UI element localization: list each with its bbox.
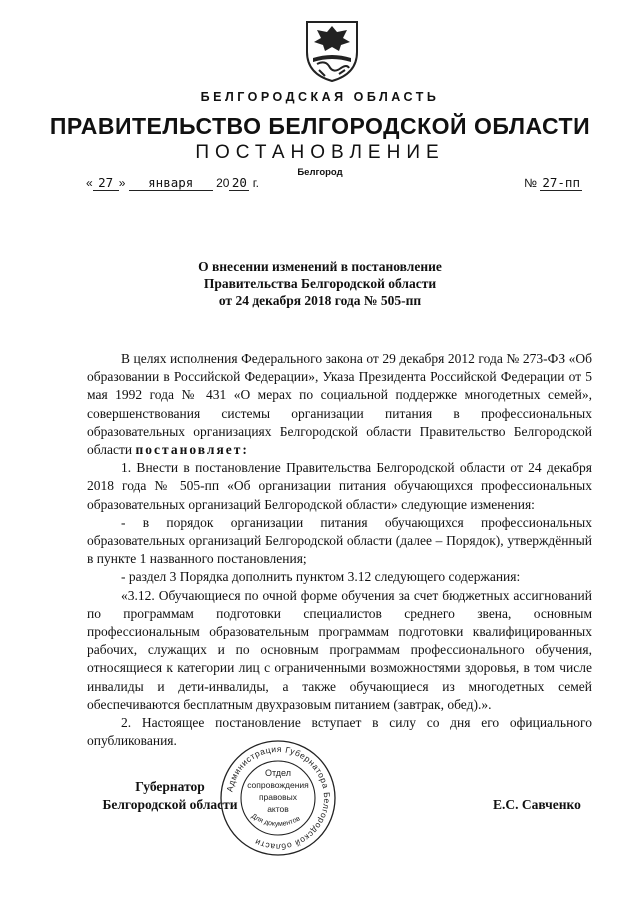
document-type-heading: ПОСТАНОВЛЕНИЕ — [195, 142, 445, 163]
date-close-quote: » — [118, 176, 126, 190]
date-year-prefix: 20 — [216, 176, 230, 190]
stamp-line-1: Отдел — [264, 768, 292, 778]
city-label: Белгород — [297, 167, 343, 178]
stamp-bottom-text: Для документов — [249, 812, 302, 829]
body-paragraph: - раздел 3 Порядка дополнить пунктом 3.12 следующего содержания: — [121, 569, 521, 585]
body-paragraph: «3.12. Обучающиеся по очной форме обучения за счет бюджетных ассигнований по программам подготовки специалистов среднего звена, основным профессиональным образовательным программам подготовки квалифицированных рабочих, служащих и по основным программам профессионального обучения, относящиеся к категории лиц с ограниченными возможностями здоровья, в том числе инвалиды и дети-инвалиды, а также обучающиеся из многодетных семей обеспечиваются бесплатным двухразовым питанием (завтрак, обед).». — [87, 587, 592, 712]
signatory-region: Белгородской области — [102, 797, 238, 812]
decree-keyword: постановляет: — [135, 442, 249, 458]
date-open-quote: « — [86, 176, 93, 190]
title-line-2: Правительства Белгородской области — [203, 276, 437, 291]
stamp-line-3: правовых — [258, 792, 298, 802]
document-body — [87, 350, 592, 750]
body-paragraph — [87, 350, 592, 459]
body-paragraph: 2. Настоящее постановление вступает в силу со дня его официального опубликования. — [87, 715, 592, 749]
official-stamp — [218, 738, 338, 858]
document-number — [524, 175, 582, 190]
date-month: января — [129, 175, 213, 191]
government-heading: ПРАВИТЕЛЬСТВО БЕЛГОРОДСКОЙ ОБЛАСТИ — [49, 113, 591, 139]
stamp-ring-text: Администрация Губернатора Белгородской области — [224, 743, 333, 853]
stamp-line-4: актов — [267, 804, 289, 814]
document-title — [0, 258, 640, 309]
preamble-text: В целях исполнения Федерального закона от 29 декабря 2012 года № 273-ФЗ «Об образовании в Российской Федерации», Указа Президента Российской Федерации от 5 мая 1992 года № 431 «О мерах по социальной поддержке многодетных семей», совершенствования системы организации питания в профессиональных образовательных организациях Белгородской области Правительство Белгородской области — [87, 351, 592, 458]
date-year-suffix: 20 — [229, 175, 249, 191]
body-paragraph: 1. Внести в постановление Правительства Белгородской области от 24 декабря 2018 года № 505-пп «Об организации питания обучающихся профессиональных образовательных организаций Белгородской области» следующие изменения: — [87, 460, 592, 512]
date-year-abbrev: г. — [252, 176, 260, 190]
signatory-name: Е.С. Савченко — [493, 797, 581, 812]
stamp-line-2: сопровождения — [247, 780, 309, 790]
number-value: 27-пп — [542, 175, 580, 190]
signatory-title: Губернатор — [135, 779, 205, 794]
number-prefix: № — [524, 176, 538, 190]
body-paragraph: - в порядок организации питания обучающихся профессиональных образовательных организаций Белгородской области (далее – Порядок), утверждённый в пункте 1 названного постановления; — [87, 514, 592, 567]
title-line-3: от 24 декабря 2018 года № 505-пп — [218, 293, 422, 308]
coat-of-arms-emblem — [303, 18, 361, 84]
region-heading: БЕЛГОРОДСКАЯ ОБЛАСТЬ — [200, 90, 440, 104]
title-line-1: О внесении изменений в постановление — [198, 259, 442, 274]
document-date — [86, 175, 259, 191]
date-day: 27 — [93, 175, 119, 191]
